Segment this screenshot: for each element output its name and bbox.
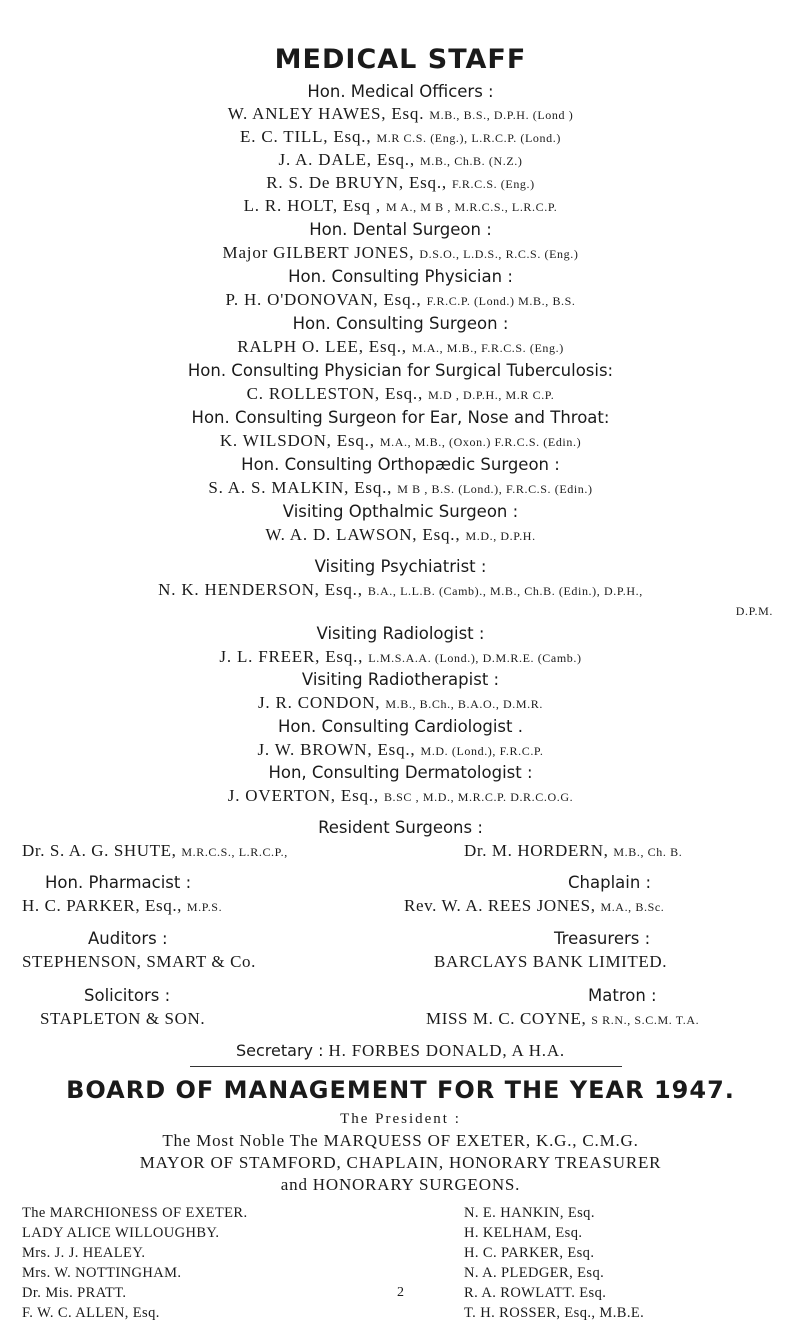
treasurers-heading: Treasurers :	[554, 929, 651, 948]
staff-quals: L.M.S.A.A. (Lond.), D.M.R.E. (Camb.)	[368, 651, 582, 665]
staff-name: Dr. M. HORDERN,	[464, 841, 609, 860]
consulting-physician-heading: Hon. Consulting Physician :	[288, 267, 513, 286]
officer-row	[0, 196, 801, 216]
president-line: MAYOR OF STAMFORD, CHAPLAIN, HONORARY TREASURER	[139, 1153, 662, 1172]
pharmacist-heading: Hon. Pharmacist :	[45, 873, 192, 892]
president-line: and HONORARY SURGEONS.	[280, 1175, 521, 1194]
officer-quals: M.B., B.S., D.P.H. (Lond )	[429, 108, 574, 122]
staff-name: MISS M. C. COYNE,	[426, 1009, 587, 1028]
consulting-surgeon-row	[0, 337, 801, 357]
divider-rule	[190, 1066, 622, 1067]
staff-name: C. ROLLESTON, Esq.,	[246, 384, 424, 403]
officers-heading: Hon. Medical Officers :	[307, 82, 494, 101]
cardiologist-heading: Hon. Consulting Cardiologist .	[278, 717, 523, 736]
officer-row	[0, 127, 801, 147]
list-item: T. H. ROSSER, Esq., M.B.E.	[464, 1305, 645, 1321]
chaplain-heading: Chaplain :	[568, 873, 652, 892]
staff-quals: B.SC , M.D., M.R.C.P. D.R.C.O.G.	[383, 790, 574, 804]
radiotherapist-heading: Visiting Radiotherapist :	[301, 670, 500, 689]
staff-quals: S R.N., S.C.M. T.A.	[591, 1013, 700, 1027]
staff-name: H. C. PARKER, Esq.,	[22, 896, 183, 915]
auditors-value: STEPHENSON, SMART & Co.	[22, 952, 256, 971]
board-title: BOARD OF MANAGEMENT FOR THE YEAR 1947.	[66, 1076, 735, 1104]
page-number: 2	[397, 1285, 404, 1300]
consulting-surgeon-heading: Hon. Consulting Surgeon :	[292, 314, 509, 333]
psych-heading: Visiting Psychiatrist :	[314, 557, 487, 576]
secretary-label: Secretary :	[236, 1041, 324, 1060]
radiotherapist-row	[0, 693, 801, 713]
auditors-heading: Auditors :	[88, 929, 168, 948]
ent-heading: Hon. Consulting Surgeon for Ear, Nose and Throat:	[191, 408, 610, 427]
ortho-row	[0, 478, 801, 498]
medical-staff-title: MEDICAL STAFF	[274, 44, 527, 75]
staff-quals: M.R.C.S., L.R.C.P.,	[181, 845, 288, 859]
staff-quals: M.A., M.B., (Oxon.) F.R.C.S. (Edin.)	[379, 435, 582, 449]
officer-quals: F.R.C.S. (Eng.)	[452, 177, 535, 191]
consulting-physician-row	[0, 290, 801, 310]
list-item: LADY ALICE WILLOUGHBY.	[22, 1225, 220, 1241]
officer-name: R. S. De BRUYN, Esq.,	[266, 173, 447, 192]
officer-row	[0, 104, 801, 124]
tb-row	[0, 384, 801, 404]
officer-quals: M A., M B , M.R.C.S., L.R.C.P.	[386, 200, 558, 214]
list-item: The MARCHIONESS OF EXETER.	[22, 1205, 248, 1221]
officer-name: E. C. TILL, Esq.,	[240, 127, 372, 146]
treasurers-value: BARCLAYS BANK LIMITED.	[434, 952, 668, 971]
solicitors-heading: Solicitors :	[84, 986, 171, 1005]
staff-name: P. H. O'DONOVAN, Esq.,	[225, 290, 422, 309]
staff-name: S. A. S. MALKIN, Esq.,	[208, 478, 393, 497]
staff-name: J. R. CONDON,	[258, 693, 381, 712]
resident-right	[464, 841, 682, 861]
resident-left	[22, 841, 288, 861]
staff-quals: M.D. (Lond.), F.R.C.P.	[420, 744, 544, 758]
staff-quals: M.B., Ch. B.	[613, 845, 683, 859]
chaplain-row	[404, 896, 664, 916]
staff-name: N. K. HENDERSON, Esq.,	[158, 580, 363, 599]
staff-name: Major GILBERT JONES,	[222, 243, 415, 262]
list-item: R. A. ROWLATT. Esq.	[464, 1285, 607, 1301]
dental-heading: Hon. Dental Surgeon :	[309, 220, 492, 239]
staff-name: J. L. FREER, Esq.,	[219, 647, 364, 666]
staff-name: J. W. BROWN, Esq.,	[257, 740, 416, 759]
officer-name: L. R. HOLT, Esq ,	[243, 196, 381, 215]
staff-name: RALPH O. LEE, Esq.,	[237, 337, 407, 356]
secretary-row	[0, 1041, 801, 1061]
staff-quals: M.D., D.P.H.	[465, 529, 536, 543]
staff-name: J. OVERTON, Esq.,	[227, 786, 379, 805]
list-item: F. W. C. ALLEN, Esq.	[22, 1305, 160, 1321]
list-item: Mrs. J. J. HEALEY.	[22, 1245, 146, 1261]
officer-row	[0, 150, 801, 170]
board-right-list	[464, 1203, 644, 1323]
solicitors-value: STAPLETON & SON.	[40, 1009, 206, 1028]
staff-name: Rev. W. A. REES JONES,	[404, 896, 596, 915]
staff-quals: M.A., B.Sc.	[600, 900, 665, 914]
list-item: H. C. PARKER, Esq.	[464, 1245, 595, 1261]
dermatologist-row	[0, 786, 801, 806]
dermatologist-heading: Hon, Consulting Dermatologist :	[268, 763, 533, 782]
officer-name: J. A. DALE, Esq.,	[278, 150, 415, 169]
president-line: The Most Noble The MARQUESS OF EXETER, K.G., C.M.G.	[162, 1131, 639, 1150]
staff-quals: M.P.S.	[186, 900, 223, 914]
list-item: H. KELHAM, Esq.	[464, 1225, 583, 1241]
matron-heading: Matron :	[588, 986, 657, 1005]
staff-quals: M.D , D.P.H., M.R C.P.	[428, 388, 555, 402]
staff-quals: M.B., B.Ch., B.A.O., D.M.R.	[385, 697, 543, 711]
psych-row	[0, 580, 801, 600]
opth-heading: Visiting Opthalmic Surgeon :	[282, 502, 519, 521]
staff-quals: D.S.O., L.D.S., R.C.S. (Eng.)	[419, 247, 579, 261]
staff-quals: D.P.M.	[735, 604, 773, 618]
ent-row	[0, 431, 801, 451]
radiologist-heading: Visiting Radiologist :	[316, 624, 485, 643]
resident-heading: Resident Surgeons :	[318, 818, 483, 837]
list-item: N. A. PLEDGER, Esq.	[464, 1265, 605, 1281]
staff-quals: M.A., M.B., F.R.C.S. (Eng.)	[411, 341, 564, 355]
secretary-name: H. FORBES DONALD, A H.A.	[328, 1041, 565, 1060]
officer-row	[0, 173, 801, 193]
list-item: N. E. HANKIN, Esq.	[464, 1205, 595, 1221]
officer-name: W. ANLEY HAWES, Esq.	[227, 104, 425, 123]
list-item: Mrs. W. NOTTINGHAM.	[22, 1265, 182, 1281]
pharmacist-row	[22, 896, 222, 916]
president-heading: The President :	[340, 1111, 461, 1127]
officer-quals: M.R C.S. (Eng.), L.R.C.P. (Lond.)	[376, 131, 561, 145]
matron-row	[426, 1009, 699, 1029]
officer-quals: M.B., Ch.B. (N.Z.)	[419, 154, 523, 168]
opth-row	[0, 525, 801, 545]
radiologist-row	[0, 647, 801, 667]
list-item: Dr. Mis. PRATT.	[22, 1285, 127, 1301]
psych-row-cont	[736, 600, 773, 620]
staff-quals: F.R.C.P. (Lond.) M.B., B.S.	[426, 294, 576, 308]
tb-heading: Hon. Consulting Physician for Surgical Tuberculosis:	[187, 361, 614, 380]
staff-quals: B.A., L.L.B. (Camb)., M.B., Ch.B. (Edin.), D.P.H.,	[367, 584, 643, 598]
staff-name: K. WILSDON, Esq.,	[219, 431, 375, 450]
staff-quals: M B , B.S. (Lond.), F.R.C.S. (Edin.)	[397, 482, 593, 496]
ortho-heading: Hon. Consulting Orthopædic Surgeon :	[241, 455, 560, 474]
board-left-list	[22, 1203, 248, 1323]
staff-name: Dr. S. A. G. SHUTE,	[22, 841, 177, 860]
cardiologist-row	[0, 740, 801, 760]
staff-name: W. A. D. LAWSON, Esq.,	[265, 525, 461, 544]
dental-row	[0, 243, 801, 263]
